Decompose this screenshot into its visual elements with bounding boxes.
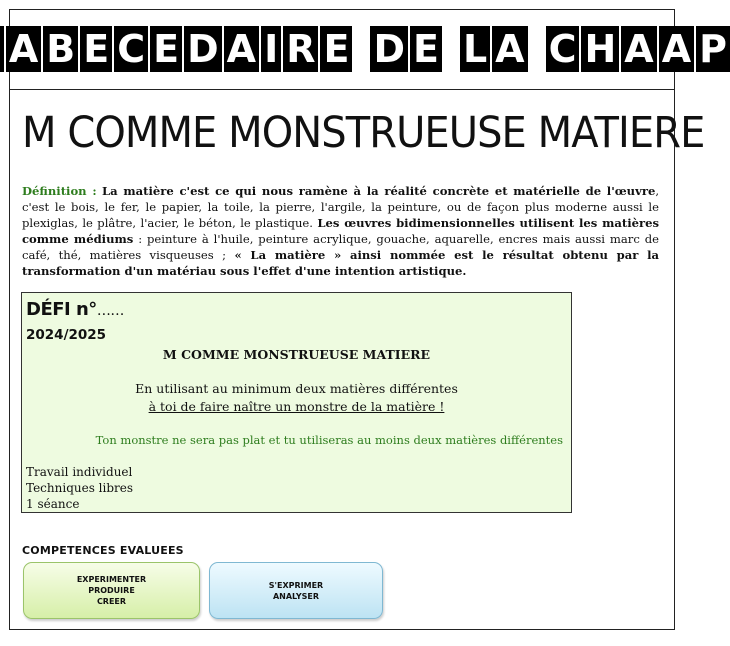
defi-instruction-1: En utilisant au minimum deux matières différentes: [135, 381, 458, 396]
banner-letter: C: [114, 26, 148, 72]
defi-green-note: Ton monstre ne sera pas plat et tu utiliseras au moins deux matières différentes: [95, 433, 563, 447]
banner-letter: E: [150, 26, 182, 72]
banner-letter: A: [621, 26, 656, 72]
banner-title: [0, 26, 730, 72]
banner-letter: D: [184, 26, 222, 72]
banner-letter: A: [224, 26, 259, 72]
definition-part1: La matière c'est ce qui nous ramène à la réalité concrète et matérielle de l'œuvre: [102, 184, 656, 198]
page-title: M COMME MONSTRUEUSE MATIERE: [22, 108, 705, 158]
banner-letter: P: [696, 26, 730, 72]
banner-letter: A: [492, 26, 527, 72]
defi-info-work: Travail individuel: [26, 465, 133, 479]
competence-line: EXPERIMENTER: [76, 575, 147, 584]
banner-letter: R: [283, 26, 318, 72]
banner-letter: L: [460, 26, 490, 72]
banner: [8, 9, 727, 90]
banner-letter: E: [80, 26, 112, 72]
competence-card-exprimer: [209, 562, 383, 619]
definition-part3: Les œuvres bidimensionnelles utilisent les matières comme médiums: [22, 216, 659, 246]
competence-line: ANALYSER: [272, 591, 320, 601]
definition-part2: , c'est le bois, le fer, le papier, la toile, la pierre, l'argile, la peinture, ou de façon plus moderne aussi le plexiglas, le plâtre, l'acier, le béton, le plastique.: [22, 184, 660, 230]
defi-info: [26, 464, 133, 512]
banner-letter: C: [546, 26, 580, 72]
banner-letter: A: [659, 26, 694, 72]
competences-title: COMPETENCES EVALUEES: [22, 544, 184, 557]
defi-box: [21, 292, 572, 513]
competence-card-experimenter: [23, 562, 200, 619]
banner-letter: B: [43, 26, 78, 72]
defi-title: [26, 299, 124, 320]
defi-number-dots: ……: [96, 303, 124, 319]
competence-line: CREER: [96, 597, 127, 606]
defi-instruction-2-text: à toi de faire naître un monstre de la matière !: [148, 399, 445, 414]
banner-letter: H: [581, 26, 619, 72]
banner-letter: I: [261, 26, 281, 72]
defi-instruction-2: [22, 399, 571, 414]
defi-info-sessions[interactable]: 1 séance: [26, 497, 80, 511]
banner-letter: E: [410, 26, 442, 72]
banner-letter: A: [6, 26, 41, 72]
definition-label: Définition :: [22, 184, 97, 198]
competence-line: PRODUIRE: [88, 586, 135, 595]
banner-letter: D: [370, 26, 408, 72]
banner-letter: E: [320, 26, 352, 72]
definition-part5: « La matière » ainsi nommée est le résultat obtenu par la transformation d'un matériau sous l'effet d'une intention artistique.: [22, 248, 660, 278]
defi-info-techniques: Techniques libres: [26, 481, 134, 495]
defi-year: 2024/2025: [26, 327, 107, 343]
definition-paragraph: [22, 183, 659, 279]
defi-title-text: DÉFI n°: [26, 299, 97, 320]
defi-heading: M COMME MONSTRUEUSE MATIERE: [162, 347, 431, 362]
banner-letter: [0, 26, 4, 72]
definition-part4: : peinture à l'huile, peinture acrylique, gouache, aquarelle, encres mais aussi marc de café, thé, matières visqueuses ;: [22, 232, 659, 262]
competence-line: S'EXPRIMER: [268, 580, 324, 590]
